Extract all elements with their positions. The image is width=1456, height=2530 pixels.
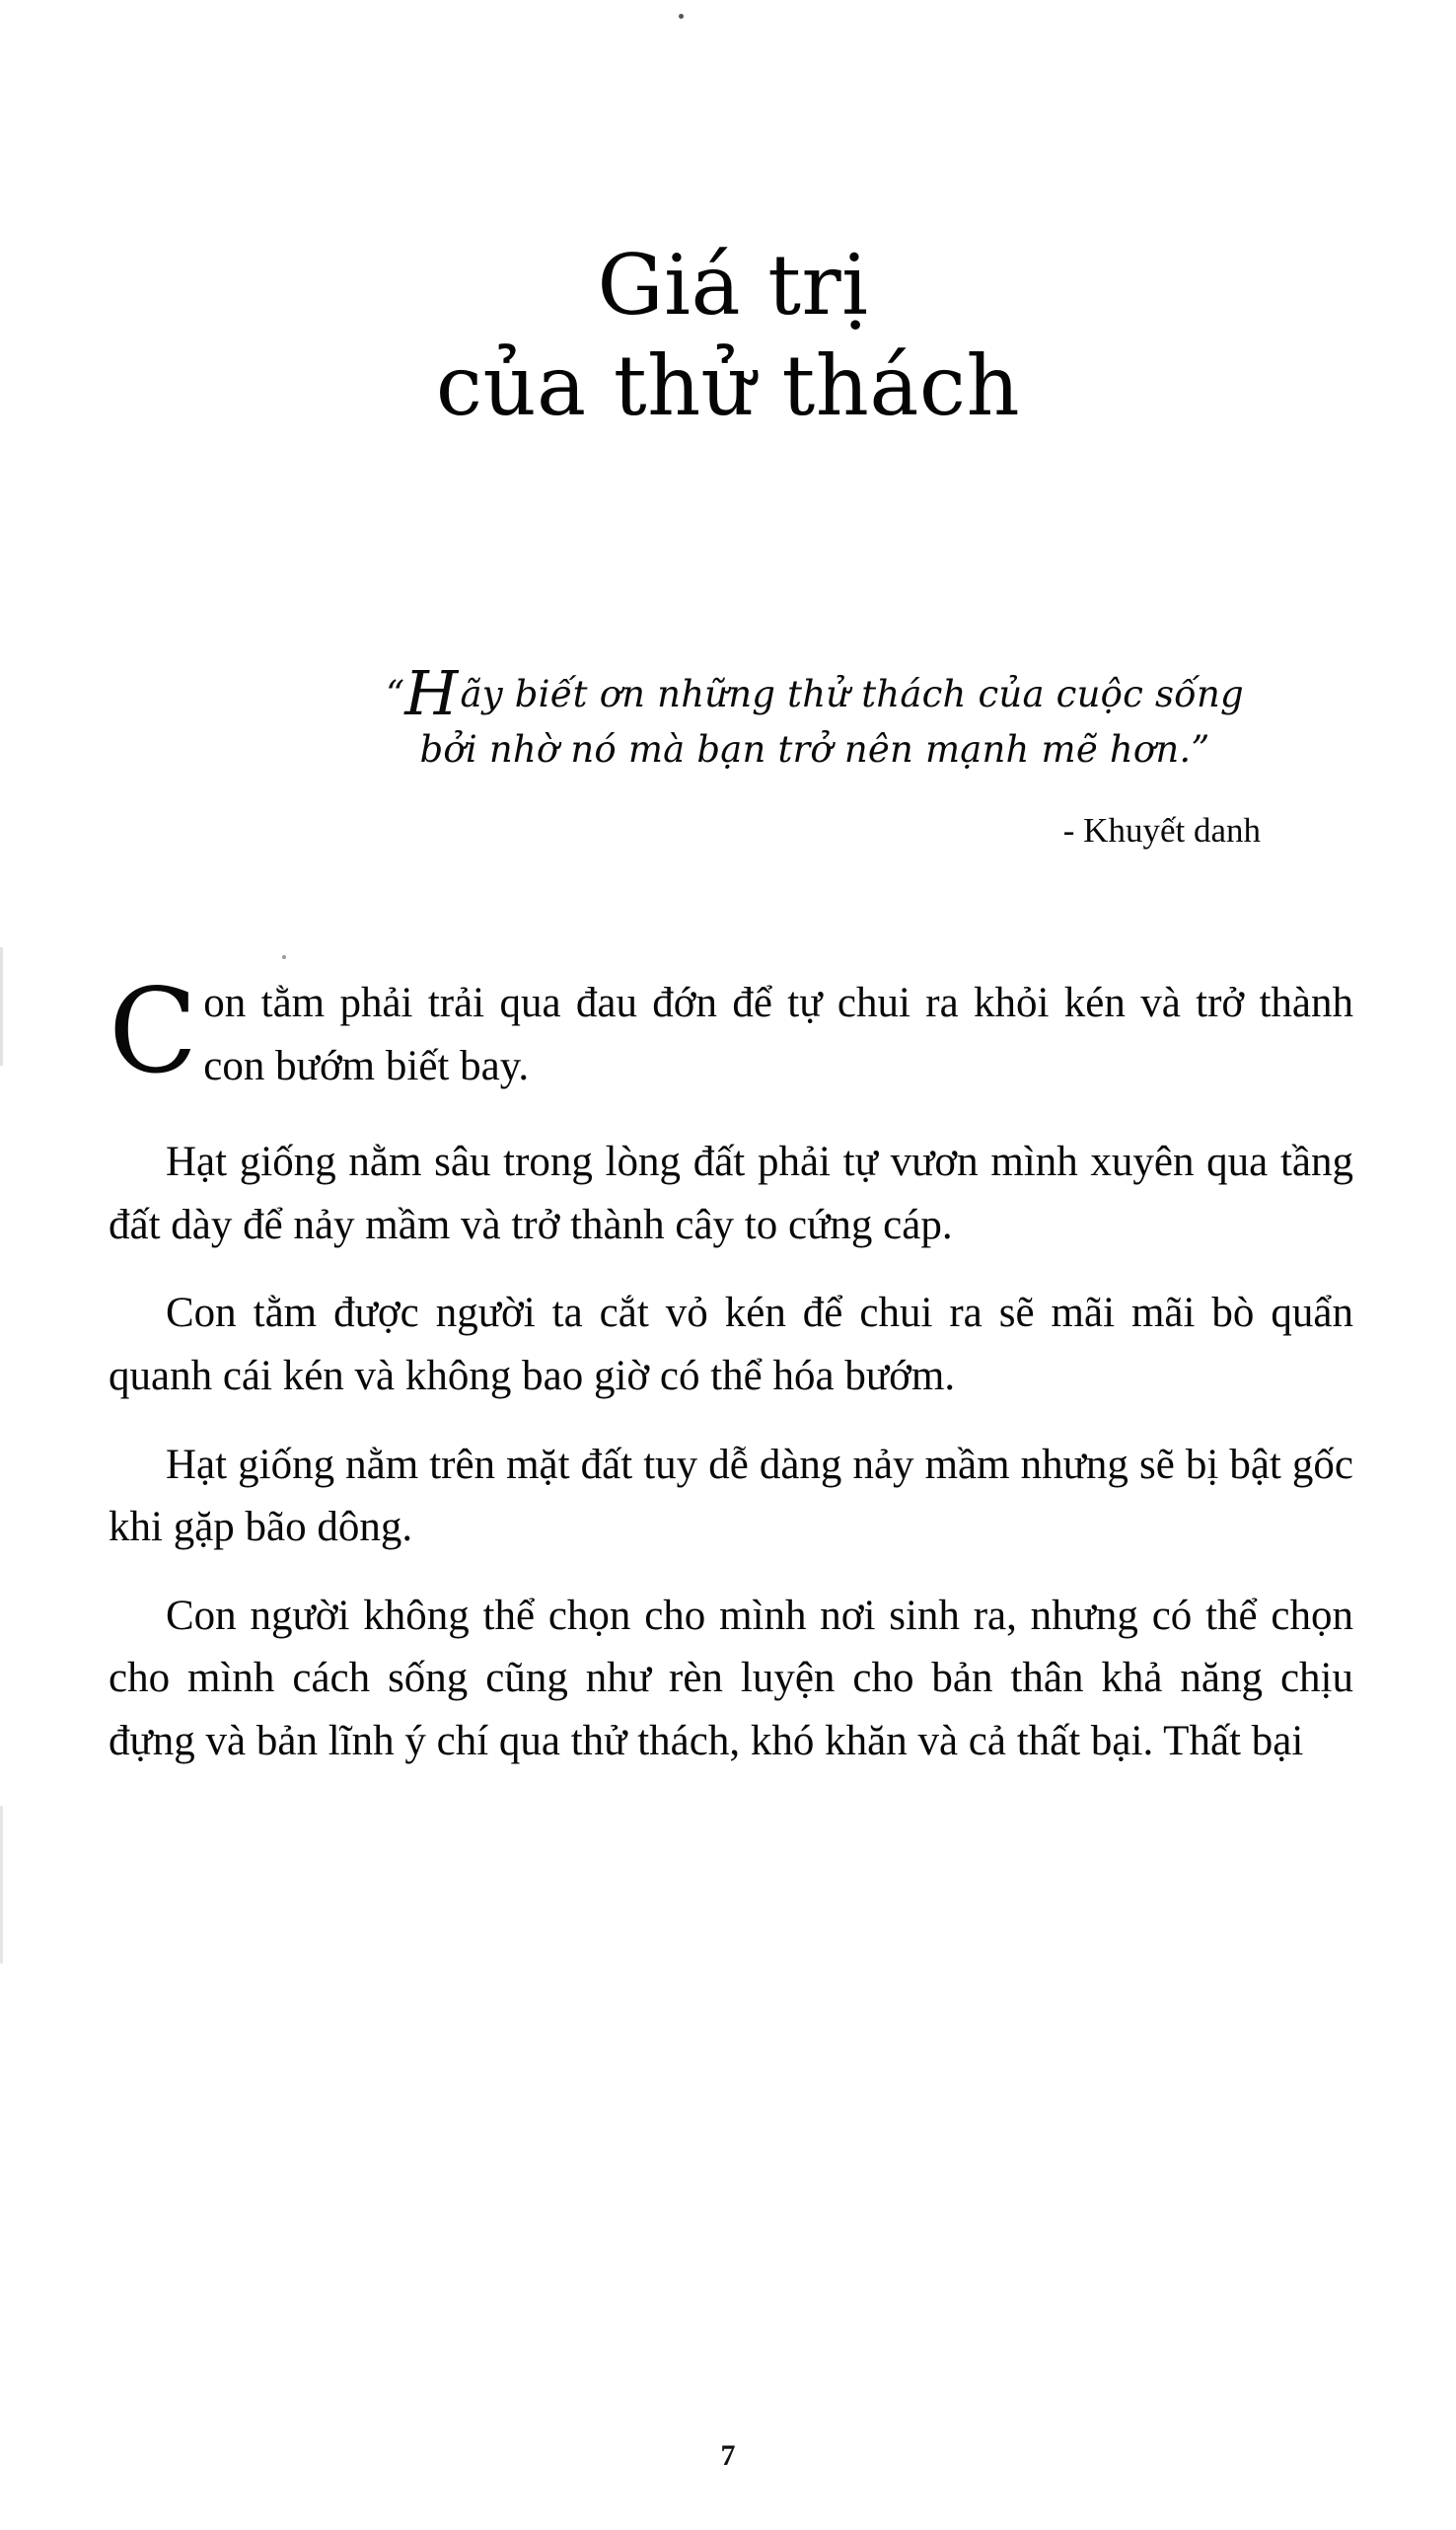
page-number: 7 [720, 2439, 736, 2472]
paragraph [109, 963, 1353, 1105]
body-text [109, 963, 1353, 1799]
scan-edge-mark-icon [0, 947, 3, 1066]
epigraph-attribution: - Khuyết danh [1062, 811, 1261, 851]
paragraph: Hạt giống nằm sâu trong lòng đất phải tự vươn mình xuyên qua tầng đất dày để nảy mầm và trở thành cây to cứng cáp. [109, 1139, 1353, 1248]
quote-open-mark: “ [386, 673, 405, 715]
paragraph: Con tằm được người ta cắt vỏ kén để chui ra sẽ mãi mãi bò quẩn quanh cái kén và không bao giờ có thể hóa bướm. [109, 1290, 1353, 1399]
title-line-2: của thử thách [435, 337, 1021, 435]
paragraph: Hạt giống nằm trên mặt đất tuy dễ dàng nảy mầm nhưng sẽ bị bật gốc khi gặp bão dông. [109, 1441, 1353, 1551]
page-title [0, 235, 1456, 437]
epigraph-line-2: bởi nhờ nó mà bạn trở nên mạnh mẽ hơn.” [419, 728, 1210, 772]
title-line-1: Giá trị [597, 237, 869, 334]
quote-first-letter: H [404, 657, 459, 729]
epigraph [361, 657, 1269, 851]
scan-edge-mark-icon [0, 1806, 3, 1964]
paragraph-text: on tằm phải trải qua đau đớn để tự chui ra khỏi kén và trở thành con bướm biết bay. [203, 980, 1353, 1089]
quote-line-1-rest: ãy biết ơn những thử thách của cuộc sống [460, 673, 1244, 715]
scan-speck-icon [679, 14, 684, 19]
drop-cap: C [109, 963, 198, 1099]
epigraph-line-1 [361, 657, 1269, 729]
paragraph: Con người không thể chọn cho mình nơi sinh ra, nhưng có thể chọn cho mình cách sống cũng như rèn luyện cho bản thân khả năng chịu đựng và bản lĩnh ý chí qua thử thách, khó khăn và cả thất bại. Thất bại [109, 1592, 1353, 1764]
scan-speck-icon [282, 955, 286, 959]
